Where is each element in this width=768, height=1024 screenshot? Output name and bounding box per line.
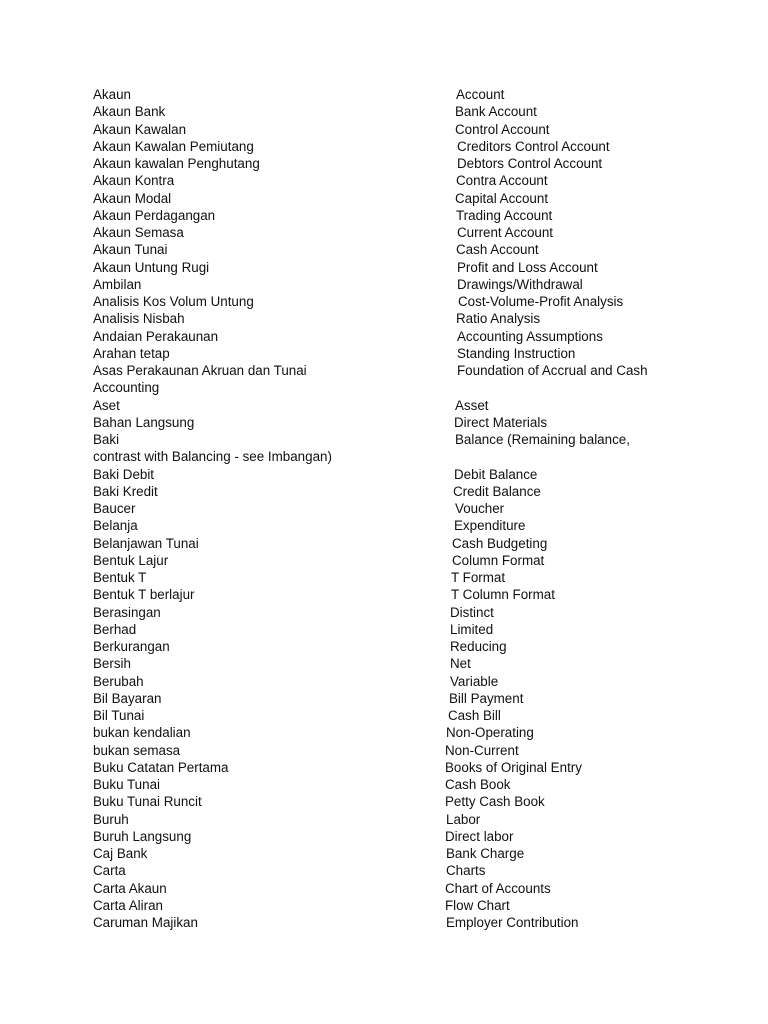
english-term: Petty Cash Book (445, 794, 545, 810)
malay-term: bukan kendalian (93, 725, 191, 741)
english-term: Balance (Remaining balance, (455, 432, 630, 447)
malay-term: Akaun Kontra (93, 173, 175, 189)
glossary-row (93, 569, 693, 586)
english-term: Cash Account (456, 242, 539, 258)
malay-term: contrast with Balancing - see Imbangan) (93, 449, 332, 465)
glossary-row (93, 742, 693, 759)
english-term: Cash Book (445, 777, 511, 792)
glossary-row (93, 483, 693, 500)
english-term: T Format (451, 570, 506, 585)
glossary-row (93, 862, 693, 879)
english-term: Cash Bill (448, 708, 501, 723)
glossary-row (93, 759, 693, 776)
malay-term: Carta Akaun (93, 880, 167, 896)
glossary-row (93, 431, 693, 448)
malay-term: Akaun Kawalan Pemiutang (93, 138, 254, 154)
english-term: Non-Current (445, 742, 519, 758)
glossary-row (93, 121, 693, 138)
malay-term: Akaun kawalan Penghutang (93, 156, 260, 171)
glossary-row (93, 811, 693, 828)
malay-term: Buku Tunai (93, 777, 160, 792)
english-term: Voucher (455, 501, 505, 516)
malay-term: Akaun Bank (93, 104, 166, 120)
english-term: Asset (455, 397, 489, 413)
malay-term: Bentuk T (93, 570, 147, 585)
english-term: Trading Account (456, 207, 553, 223)
malay-term: Berubah (93, 673, 144, 689)
english-term: Flow Chart (445, 897, 510, 913)
malay-term: Accounting (93, 380, 160, 396)
english-term: Ratio Analysis (456, 311, 541, 327)
glossary-row (93, 190, 693, 207)
malay-term: Akaun Untung Rugi (93, 259, 210, 275)
english-term: Books of Original Entry (445, 759, 582, 775)
malay-term: Buruh (93, 811, 129, 827)
glossary-row (93, 897, 693, 914)
glossary-row (93, 552, 693, 569)
english-term: Distinct (450, 604, 494, 620)
glossary-row (93, 500, 693, 517)
malay-term: Baki Debit (93, 466, 155, 482)
malay-term: Analisis Kos Volum Untung (93, 294, 254, 309)
english-term: Debit Balance (454, 466, 538, 482)
english-term: Debtors Control Account (457, 156, 603, 171)
english-term: Non-Operating (446, 725, 534, 741)
glossary-row (93, 103, 693, 120)
glossary-row (93, 379, 693, 396)
english-term: Labor (446, 811, 481, 827)
glossary-row (93, 517, 693, 534)
glossary-row (93, 241, 693, 258)
malay-term: Ambilan (93, 276, 142, 292)
glossary-row (93, 293, 693, 310)
glossary-row (93, 621, 693, 638)
english-term: Control Account (455, 121, 550, 137)
malay-term: Bil Bayaran (93, 690, 162, 706)
english-term: Profit and Loss Account (457, 259, 598, 275)
malay-term: Bil Tunai (93, 708, 145, 723)
english-term: Current Account (457, 225, 554, 240)
glossary-row (93, 224, 693, 241)
english-term: T Column Format (451, 587, 555, 603)
malay-term: Akaun Modal (93, 190, 172, 206)
english-term: Employer Contribution (446, 915, 579, 930)
glossary-row (93, 776, 693, 793)
english-term: Account (456, 87, 505, 102)
glossary-row (93, 638, 693, 655)
glossary-row (93, 914, 693, 931)
malay-term: Bentuk T berlajur (93, 587, 195, 603)
glossary-row (93, 328, 693, 345)
malay-term: Berhad (93, 621, 137, 637)
glossary-row (93, 604, 693, 621)
glossary-row (93, 207, 693, 224)
malay-term: Analisis Nisbah (93, 311, 185, 327)
glossary-row (93, 172, 693, 189)
glossary-row (93, 86, 693, 103)
english-term: Standing Instruction (457, 345, 576, 361)
glossary-row (93, 345, 693, 362)
malay-term: Andaian Perakaunan (93, 328, 219, 344)
glossary-row (93, 673, 693, 690)
english-term: Variable (450, 673, 499, 689)
glossary-row (93, 707, 693, 724)
english-term: Drawings/Withdrawal (457, 276, 583, 292)
glossary-row (93, 845, 693, 862)
english-term: Direct labor (445, 828, 514, 844)
malay-term: Bersih (93, 656, 131, 672)
malay-term: Akaun Tunai (93, 242, 168, 258)
malay-term: Buruh Langsung (93, 828, 192, 844)
english-term: Cash Budgeting (452, 535, 548, 551)
malay-term: Carta (93, 863, 126, 879)
english-term: Cost-Volume-Profit Analysis (458, 294, 624, 309)
malay-term: Asas Perakaunan Akruan dan Tunai (93, 363, 307, 378)
english-term: Bank Account (455, 104, 537, 120)
english-term: Foundation of Accrual and Cash (457, 363, 648, 378)
malay-term: Buku Tunai Runcit (93, 794, 202, 810)
english-term: Bill Payment (449, 690, 524, 706)
glossary-row (93, 535, 693, 552)
english-term: Reducing (450, 639, 507, 654)
english-term: Bank Charge (446, 846, 525, 861)
glossary-row (93, 448, 693, 465)
glossary-row (93, 793, 693, 810)
malay-term: Akaun Kawalan (93, 121, 187, 137)
malay-term: Carta Aliran (93, 897, 163, 913)
english-term: Contra Account (456, 173, 548, 189)
glossary-row (93, 138, 693, 155)
glossary-row (93, 259, 693, 276)
malay-term: Bahan Langsung (93, 414, 195, 430)
malay-term: Belanjawan Tunai (93, 535, 199, 551)
malay-term: Baki (93, 432, 120, 447)
glossary-row (93, 155, 693, 172)
malay-term: Arahan tetap (93, 345, 170, 361)
malay-term: Berasingan (93, 604, 161, 620)
glossary-row (93, 655, 693, 672)
malay-term: Caj Bank (93, 846, 148, 861)
malay-term: Baucer (93, 501, 136, 516)
malay-term: Baki Kredit (93, 483, 158, 499)
english-term: Net (450, 656, 471, 672)
glossary-row (93, 276, 693, 293)
english-term: Creditors Control Account (457, 138, 610, 154)
glossary-row (93, 724, 693, 741)
glossary-list (93, 86, 693, 931)
glossary-row (93, 362, 693, 379)
english-term: Accounting Assumptions (457, 328, 603, 344)
english-term: Limited (450, 621, 494, 637)
glossary-row (93, 466, 693, 483)
english-term: Credit Balance (453, 483, 541, 499)
glossary-row (93, 310, 693, 327)
glossary-row (93, 414, 693, 431)
english-term: Direct Materials (454, 414, 548, 430)
malay-term: Berkurangan (93, 639, 170, 654)
malay-term: Caruman Majikan (93, 915, 198, 930)
malay-term: Belanja (93, 518, 138, 534)
glossary-row (93, 880, 693, 897)
malay-term: Bentuk Lajur (93, 552, 169, 568)
malay-term: Buku Catatan Pertama (93, 759, 229, 775)
malay-term: Aset (93, 397, 120, 413)
malay-term: bukan semasa (93, 742, 181, 758)
english-term: Capital Account (455, 190, 549, 206)
glossary-row (93, 397, 693, 414)
english-term: Chart of Accounts (445, 880, 551, 896)
malay-term: Akaun Perdagangan (93, 207, 216, 223)
english-term: Charts (446, 863, 486, 879)
glossary-row (93, 690, 693, 707)
english-term: Column Format (452, 552, 545, 568)
glossary-row (93, 828, 693, 845)
english-term: Expenditure (454, 518, 526, 534)
malay-term: Akaun Semasa (93, 225, 184, 240)
malay-term: Akaun (93, 87, 131, 102)
glossary-row (93, 586, 693, 603)
